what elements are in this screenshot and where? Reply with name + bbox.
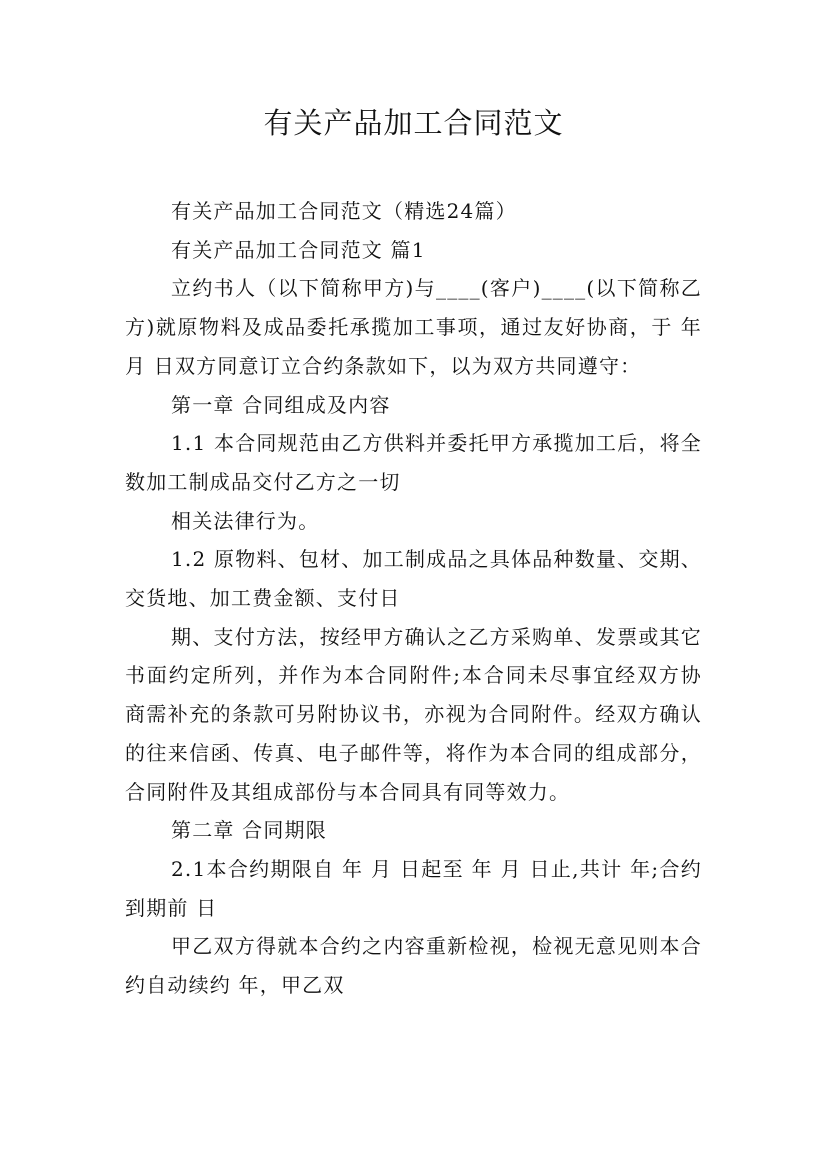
paragraph-clause-1-2: 1.2 原物料、包材、加工制成品之具体品种数量、交期、交货地、加工费金额、支付日 (125, 547, 702, 611)
paragraph-clause-1-2-cont: 期、支付方法，按经甲方确认之乙方采购单、发票或其它书面约定所列，并作为本合同附件;本合同未尽事宜经双方协商需补充的条款可另附协议书，亦视为合同附件。经双方确认的往来信函、传真、电子邮件等，将作为本合同的组成部分，合同附件及其组成部份与本合同具有同等效力。 (125, 624, 702, 804)
paragraph-clause-2-1: 2.1本合约期限自 年 月 日起至 年 月 日止,共计 年;合约到期前 日 (125, 856, 702, 920)
paragraph-section-heading: 有关产品加工合同范文 篇1 (171, 237, 426, 262)
paragraph-clause-1-1: 1.1 本合同规范由乙方供料并委托甲方承揽加工后，将全数加工制成品交付乙方之一切 (125, 431, 702, 494)
paragraph-chapter-1-heading: 第一章 合同组成及内容 (171, 392, 391, 417)
paragraph-preamble: 立约书人（以下简称甲方)与____(客户)____(以下简称乙方)就原物料及成品委托承揽加工事项，通过友好协商，于 年 月 日双方同意订立合约条款如下，以为双方共同遵守： (125, 276, 702, 378)
paragraph-chapter-2-heading: 第二章 合同期限 (171, 818, 327, 843)
paragraph-clause-2-1-cont: 甲乙双方得就本合约之内容重新检视，检视无意见则本合约自动续约 年，甲乙双 (125, 934, 702, 998)
document-body (125, 192, 702, 1005)
paragraph-clause-1-1-cont: 相关法律行为。 (171, 508, 320, 533)
document-title: 有关产品加工合同范文 (263, 106, 564, 140)
paragraph-subtitle: 有关产品加工合同范文（精选24篇） (171, 199, 517, 223)
